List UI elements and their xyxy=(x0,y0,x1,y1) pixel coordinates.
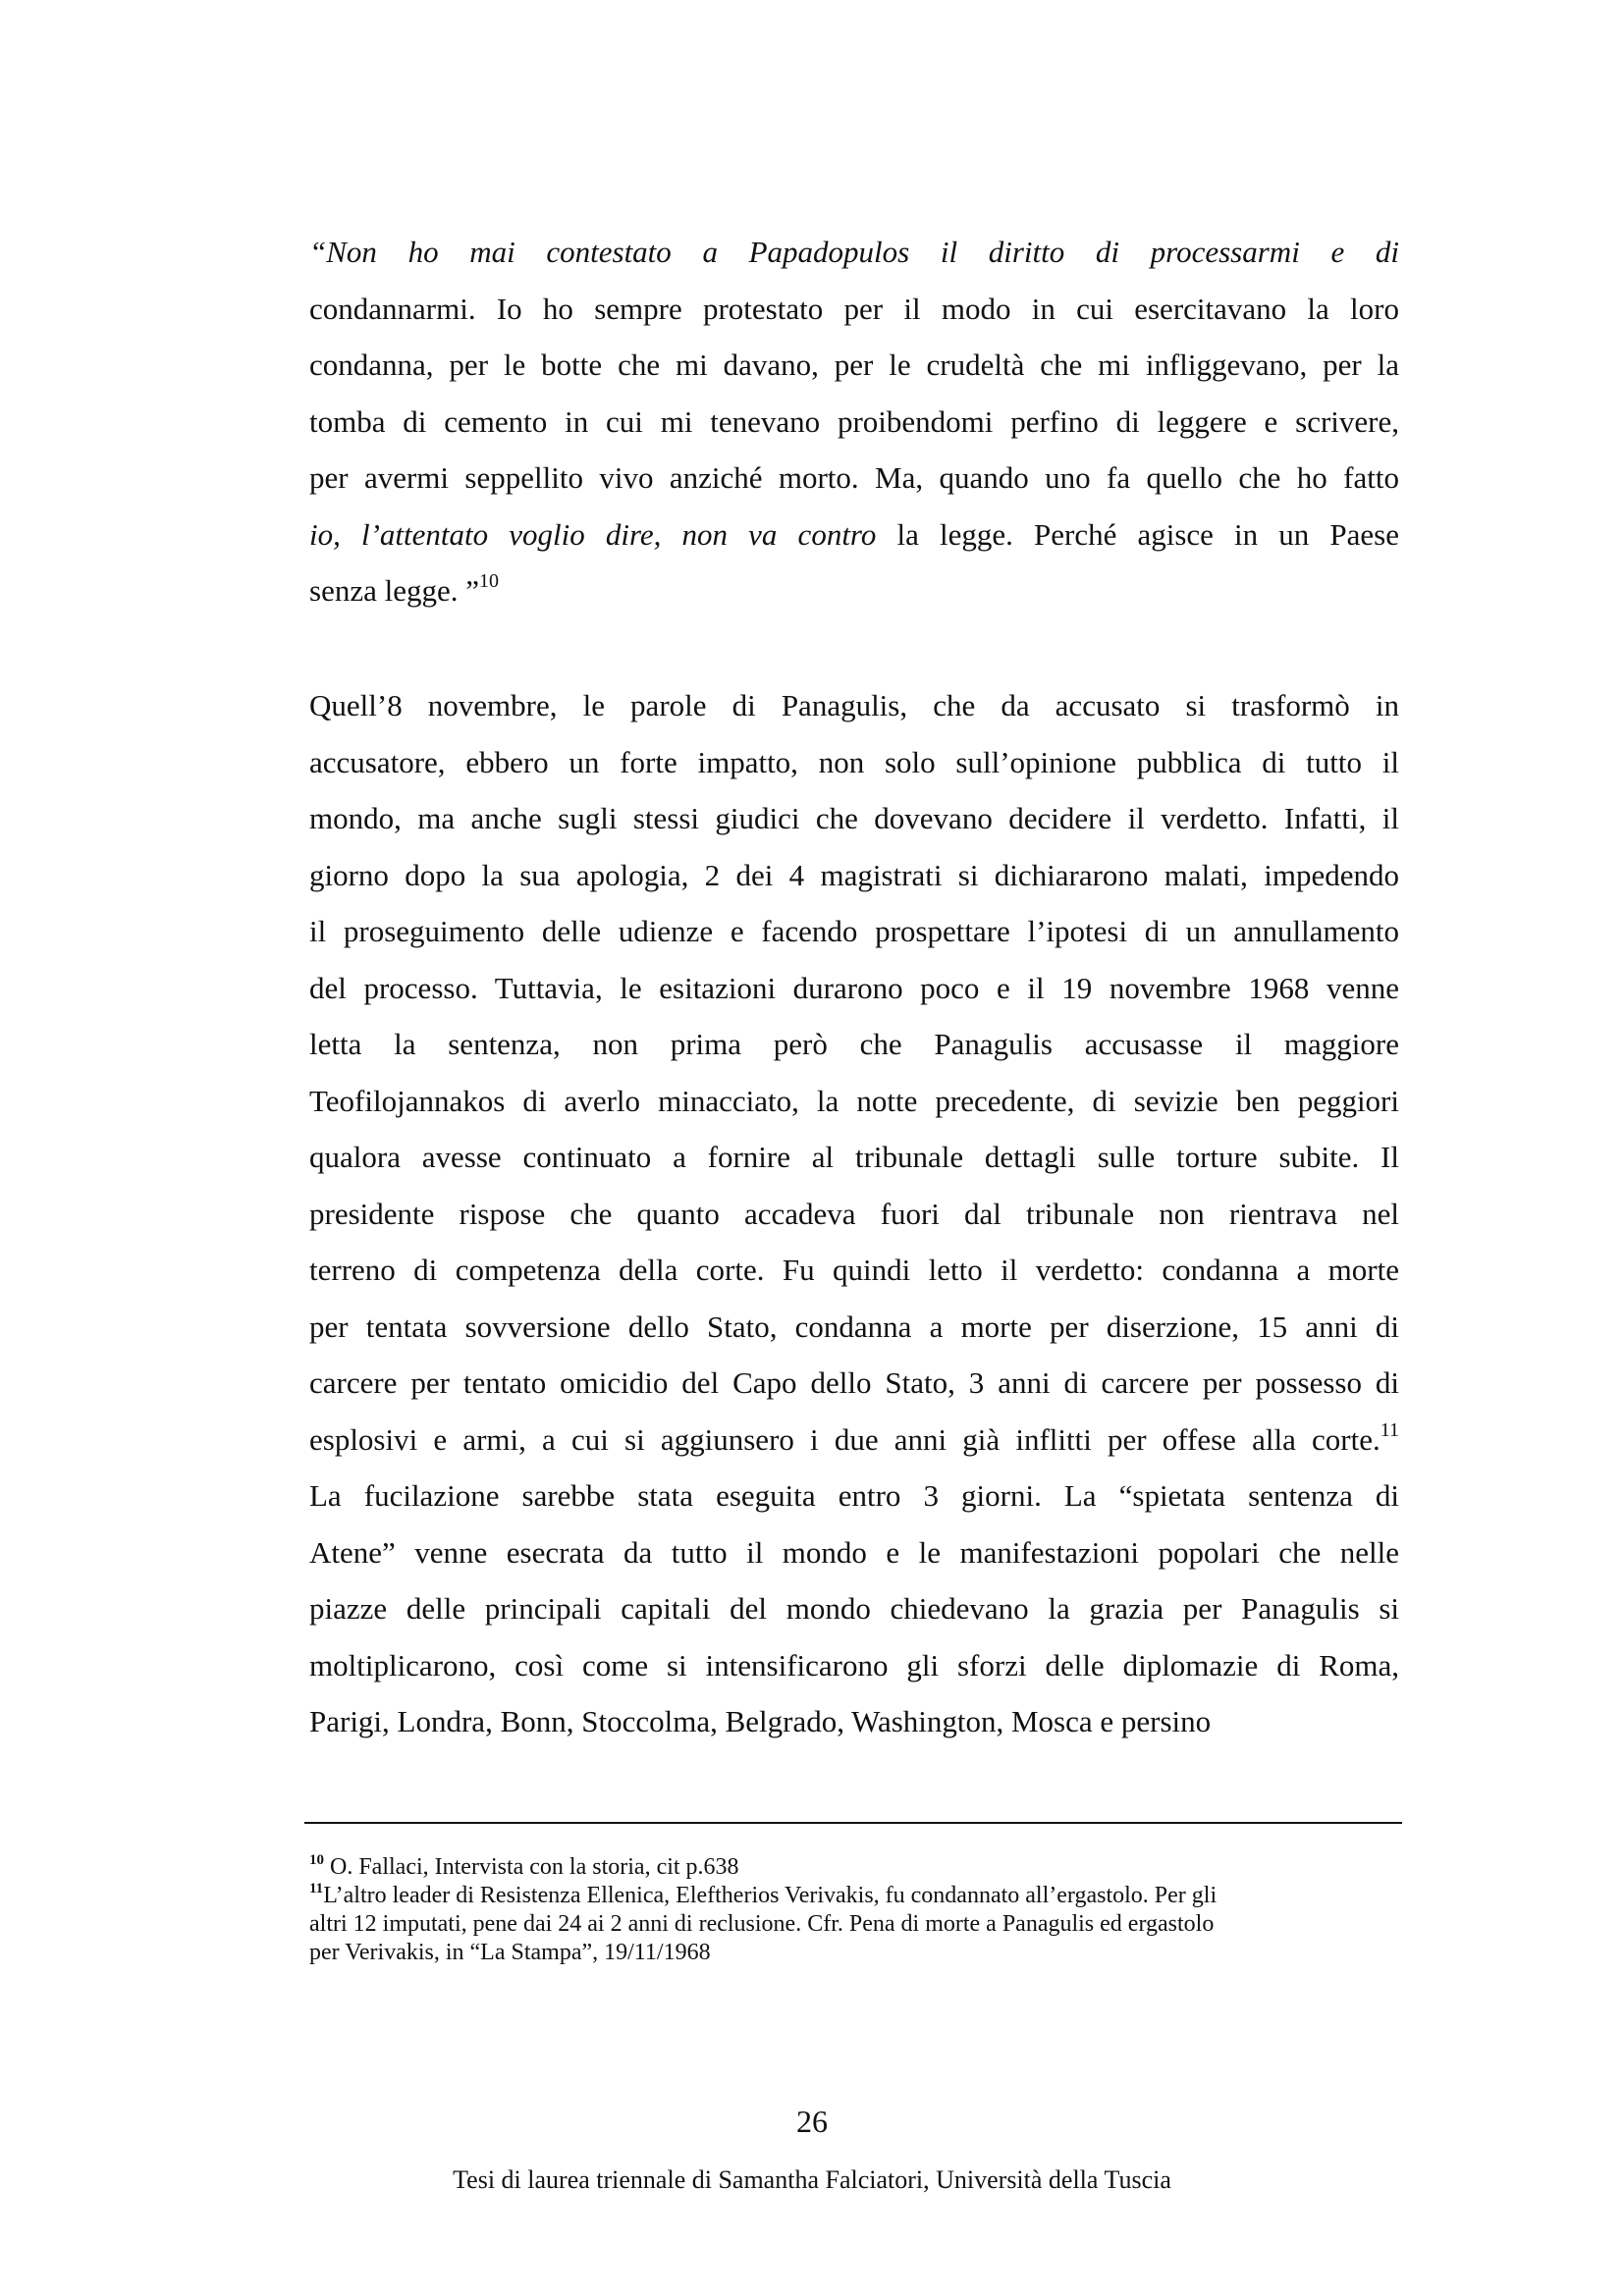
footnote-11-continued: altri 12 imputati, pene dai 24 ai 2 anni di reclusione. Cfr. Pena di morte a Panagulis ed ergastolo xyxy=(309,1911,1215,1937)
quote-line: tomba di cemento in cui mi tenevano proibendomi perfino di leggere e scrivere, xyxy=(309,403,1399,439)
page-number: 26 xyxy=(796,2104,828,2139)
footnote-10: $^{10}$ O. Fallaci, Intervista con la storia, cit p.638 xyxy=(309,1852,739,1880)
body-line: presidente rispose che quanto accadeva fuori dal tribunale non rientrava nel xyxy=(309,1196,1399,1231)
quote-paragraph xyxy=(309,224,1399,619)
body-paragraph xyxy=(309,677,1399,1750)
footnote-11: $^{11}$L’altro leader di Resistenza Ellenica, Eleftherios Verivakis, fu condannato all’ergastolo. Per gli xyxy=(309,1881,1218,1908)
body-line: giorno dopo la sua apologia, 2 dei 4 magistrati si dichiararono malati, impedendo xyxy=(309,857,1399,892)
page-footer: Tesi di laurea triennale di Samantha Falciatori, Università della Tuscia xyxy=(453,2165,1171,2194)
body-line: La fucilazione sarebbe stata eseguita entro 3 giorni. La “spietata sentenza di xyxy=(309,1478,1399,1513)
body-line: piazze delle principali capitali del mondo chiedevano la grazia per Panagulis si xyxy=(309,1591,1399,1626)
body-line: carcere per tentato omicidio del Capo dello Stato, 3 anni di carcere per possesso di xyxy=(309,1365,1399,1400)
quote-line: condanna, per le botte che mi davano, per le crudeltà che mi infliggevano, per la xyxy=(309,347,1399,382)
body-line: il proseguimento delle udienze e facendo prospettare l’ipotesi di un annullamento xyxy=(309,914,1399,948)
body-line: qualora avesse continuato a fornire al tribunale dettagli sulle torture subite. Il xyxy=(309,1140,1399,1174)
body-line: per tentata sovversione dello Stato, condanna a morte per diserzione, 15 anni di xyxy=(309,1308,1399,1344)
body-line: moltiplicarono, così come si intensificarono gli sforzi delle diplomazie di Roma, xyxy=(309,1647,1399,1682)
quote-line: “Non ho mai contestato a Papadopulos il diritto di processarmi e di xyxy=(309,235,1399,269)
body-line: letta la sentenza, non prima però che Panagulis accusasse il maggiore xyxy=(309,1027,1399,1061)
footnote-ref-11: 11 xyxy=(1380,1418,1399,1441)
quote-line: io, l’attentato voglio dire, non va contro la legge. Perché agisce in un Paese xyxy=(309,516,1400,552)
quote-line: condannarmi. Io ho sempre protestato per il modo in cui esercitavano la loro xyxy=(309,291,1399,326)
body-line: Quell’8 novembre, le parole di Panagulis, che da accusato si trasformò in xyxy=(309,688,1399,722)
footnote-11-continued: per Verivakis, in “La Stampa”, 19/11/1968 xyxy=(309,1940,711,1965)
footnotes xyxy=(309,1853,1399,1967)
body-line: accusatore, ebbero un forte impatto, non solo sull’opinione pubblica di tutto il xyxy=(309,744,1399,779)
quote-line: per avermi seppellito vivo anziché morto. Ma, quando uno fa quello che ho fatto xyxy=(309,460,1399,495)
footnote-divider xyxy=(304,1822,1402,1824)
body-line: Teofilojannakos di averlo minacciato, la notte precedente, di sevizie ben peggiori xyxy=(309,1083,1399,1118)
body-line-with-ref: esplosivi e armi, a cui si aggiunsero i due anni già inflitti per offese alla corte.$^{11}$ xyxy=(309,1418,1399,1457)
body-line: del processo. Tuttavia, le esitazioni durarono poco e il 19 novembre 1968 venne xyxy=(309,970,1399,1005)
body-line: mondo, ma anche sugli stessi giudici che dovevano decidere il verdetto. Infatti, il xyxy=(309,801,1399,835)
body-last-line: Parigi, Londra, Bonn, Stoccolma, Belgrado, Washington, Mosca e persino xyxy=(309,1704,1212,1738)
quote-last-line: senza legge. ”$^{10}$ xyxy=(309,570,499,608)
body-line: terreno di competenza della corte. Fu quindi letto il verdetto: condanna a morte xyxy=(309,1253,1399,1287)
footnote-ref-10: 10 xyxy=(478,570,499,592)
body-line: Atene” venne esecrata da tutto il mondo e le manifestazioni popolari che nelle xyxy=(309,1534,1399,1570)
